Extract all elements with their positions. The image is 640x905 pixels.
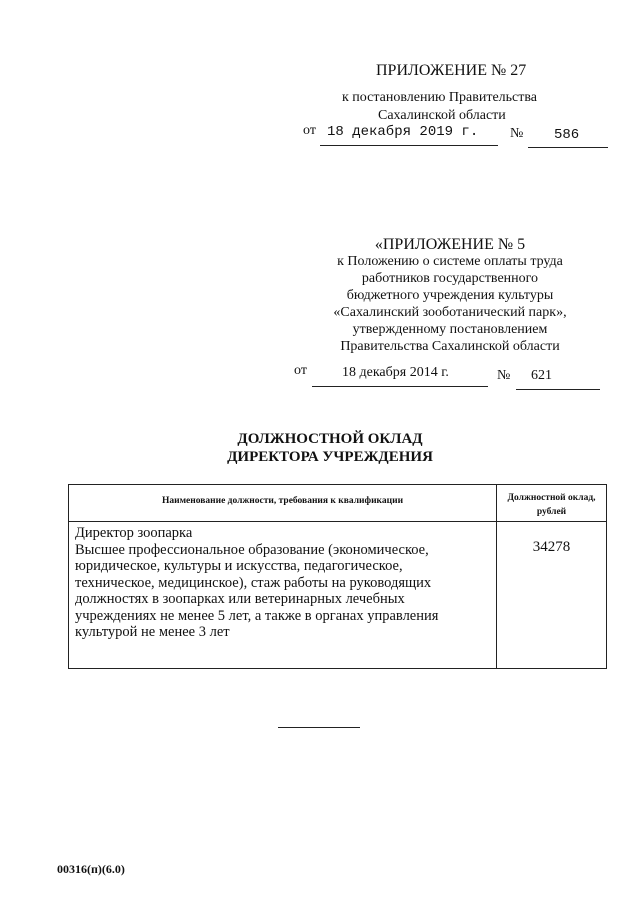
appendix-27-line-2: Сахалинской области [378, 108, 506, 123]
requirements-line: культурой не менее 3 лет [75, 624, 230, 640]
appendix-5-line: утвержденному постановлением [352, 322, 548, 337]
table-row-divider [69, 521, 606, 522]
appendix-5-line: к Положению о системе оплаты труда [337, 254, 563, 269]
appendix-27-date: 18 декабря 2019 г. [327, 124, 479, 140]
heading-line-2: ДИРЕКТОРА УЧРЕЖДЕНИЯ [227, 449, 433, 465]
position-name: Директор зоопарка [75, 525, 193, 541]
requirements-line: Высшее профессиональное образование (экономическое, [75, 541, 429, 558]
appendix-5-line: бюджетного учреждения культуры [346, 288, 554, 303]
appendix-5-number: 621 [531, 368, 552, 383]
requirements-line: юридическое, культуры и искусства, педагогическое, [75, 558, 403, 574]
document-heading [180, 430, 480, 466]
requirements-line: техническое, медицинское), стаж работы на руководящих [75, 574, 432, 591]
appendix-5-line: «Сахалинский зооботанический парк», [333, 305, 567, 320]
table-header-position: Наименование должности, требования к квалификации [161, 496, 404, 506]
appendix-5-block [290, 236, 610, 355]
appendix-27-title: ПРИЛОЖЕНИЕ № 27 [376, 62, 527, 79]
appendix-5-title: «ПРИЛОЖЕНИЕ № 5 [374, 236, 526, 253]
requirements-line: учреждениях не менее 5 лет, а также в органах управления [75, 607, 439, 624]
appendix-27-from-label: от [303, 123, 316, 138]
appendix-5-line: работников государственного [361, 271, 539, 286]
appendix-27-number: 586 [554, 127, 580, 143]
appendix-5-date: 18 декабря 2014 г. [342, 365, 449, 380]
heading-line-1: ДОЛЖНОСТНОЙ ОКЛАД [237, 431, 423, 447]
appendix-5-from-label: от [294, 363, 307, 378]
end-separator-line [278, 727, 360, 728]
appendix-27-number-label: № [510, 126, 524, 141]
table-cell-salary: 34278 [532, 539, 571, 555]
table-header-salary [496, 491, 607, 519]
appendix-5-number-underline [516, 370, 600, 390]
footer-code: 00316(п)(6.0) [57, 862, 125, 876]
appendix-5-line: Правительства Сахалинской области [340, 339, 560, 354]
requirements-line: должностях в зоопарках или ветеринарных лечебных [75, 591, 405, 607]
table-header-salary-line-1: Должностной оклад, [507, 493, 596, 503]
appendix-27-line-1: к постановлению Правительства [342, 90, 538, 105]
table-cell-position [75, 525, 487, 641]
table-header-salary-line-2: рублей [536, 507, 567, 517]
appendix-5-number-label: № [497, 368, 511, 383]
salary-table [68, 484, 607, 669]
